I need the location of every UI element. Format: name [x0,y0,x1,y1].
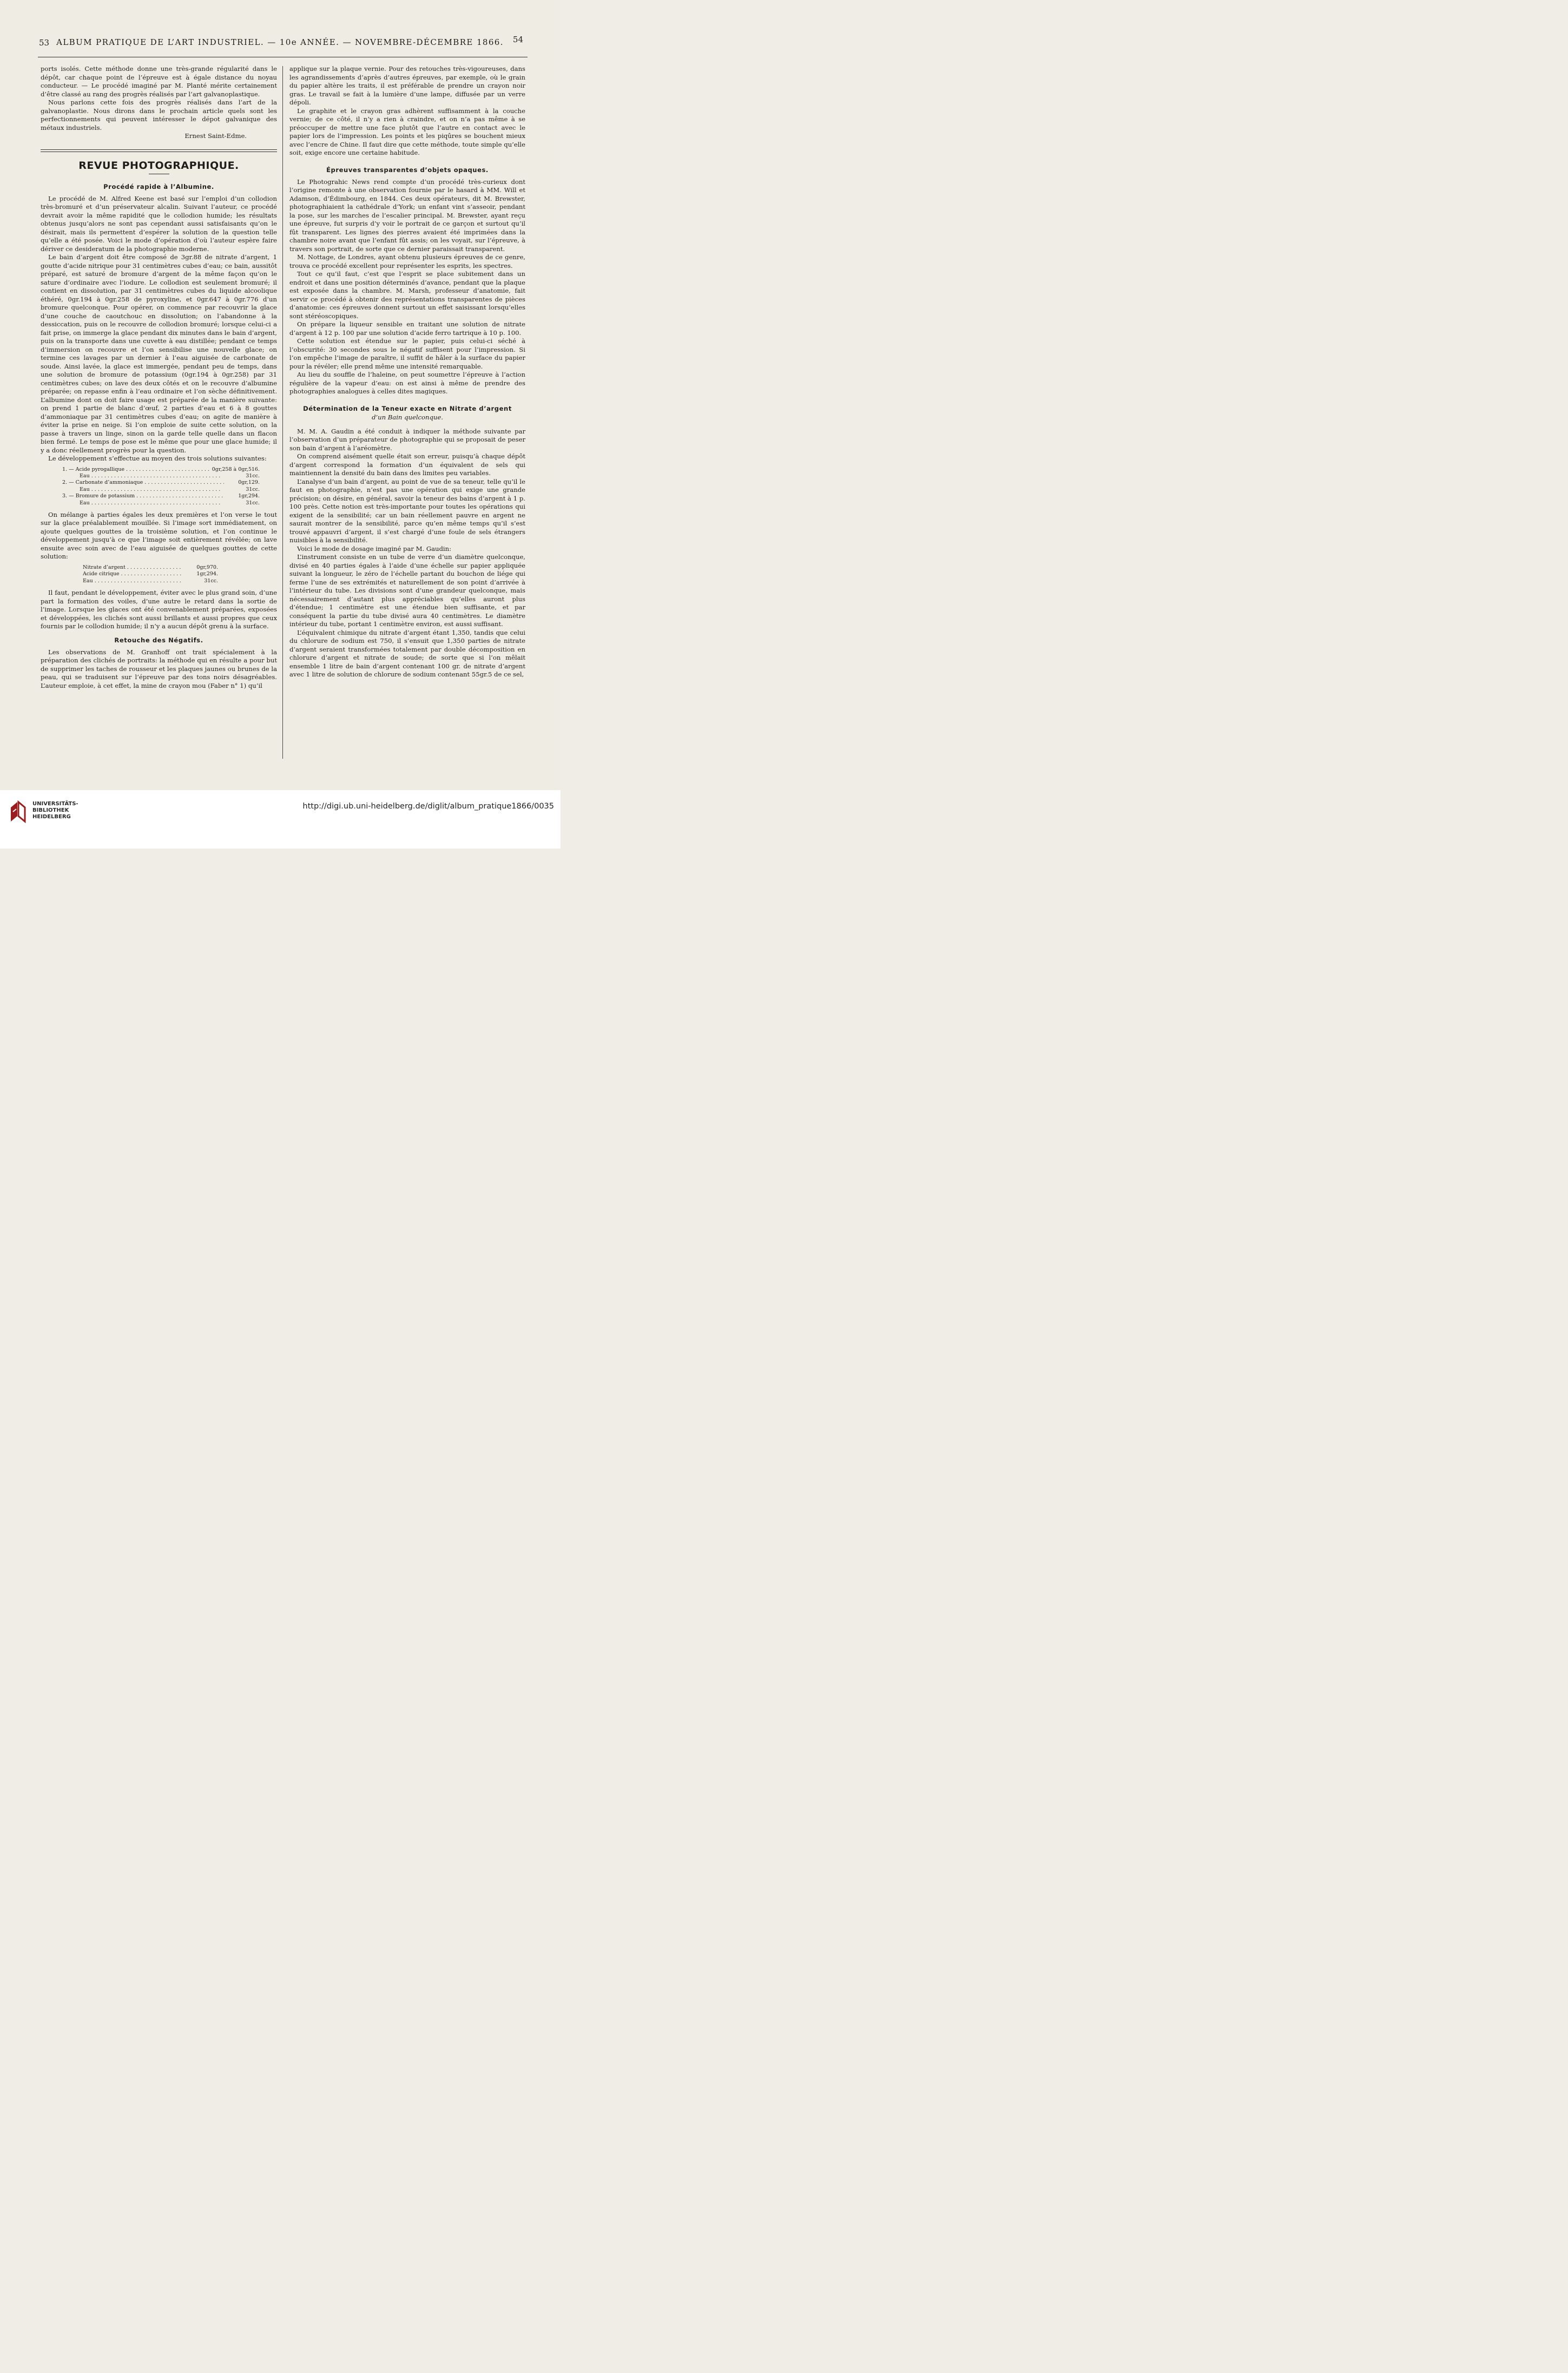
paragraph: L’équivalent chimique du nitrate d’argent étant 1,350, tandis que celui du chlorure de sodium est 750, il s’ensuit que 1,350 parties de nitrate d’argent seraient transformées totalement par double décomposition en chlorure d’argent et nitrate de soude; de sorte que si l’on mêlait ensemble 1 litre de bain d’argent contenant 100 gr. de nitrate d’argent avec 1 litre de solution de chlorure de sodium contenant 55gr.5 de ce sel, [289,628,525,678]
list-item: Eau . . . 31cc. [62,487,260,493]
library-footer [0,790,561,849]
list-item: 3. — Bromure de potassium . . . 1gr,294. [62,493,260,499]
paragraph: On comprend aisément quelle était son erreur, puisqu’à chaque dépôt d’argent correspond la formation d’un équivalent de sels qui maintiennent la densité du bain dans des limites peu variables. [289,452,525,477]
recipe-list [83,564,218,584]
author-signature: Ernest Saint-Edme. [185,132,247,140]
paragraph: Le procédé de M. Alfred Keene est basé sur l’emploi d’un collodion très-bromuré et d’un préservateur alcalin. Suivant l’auteur, ce procédé devrait avoir la même rapidité que le collodion humide; les résultats obtenus jusqu’alors ne sont pas cependant aussi satisfaisants qu’on le désirait, mais ils permettent d’espérer la solution de la question telle qu’elle a été posée. Voici le mode d’opération d’où l’auteur espère faire dériver ce desideratum de la photographie moderne. [41,194,277,253]
recipe-list [62,466,260,507]
list-item: Eau . . . 31cc. [83,578,218,584]
paragraph: Cette solution est étendue sur le papier, puis celui-ci séché à l’obscurité: 30 secondes sous le négatif suffisent pour l’impression. Si l’on empêche l’image de paraître, il suffit de hâler à la surface du papier pour la révéler; elle prend même une intensité remarquable. [289,337,525,370]
paragraph: Le bain d’argent doit être composé de 3gr.88 de nitrate d’argent, 1 goutte d’acide nitrique pour 31 centimètres cubes d’eau; ce bain, aussitôt préparé, est saturé de bromure d’argent de la même façon qu’on le sature d’ordinaire avec l’iodure. Le collodion est seulement bromuré; il contient en dissolution, par 31 centimètres cubes du liquide alcoolique éthéré, 0gr.194 à 0gr.258 de pyroxyline, et 0gr.647 à 0gr.776 d’un bromure quelconque. Pour opérer, on commence par recouvrir la glace d’une couche de caoutchouc en dissolution; on l’abandonne à la dessiccation, puis on le recouvre de collodion bromuré; lorsque celui-ci a fait prise, on immerge la glace pendant dix minutes dans le bain d’argent, puis on la transporte dans une cuvette à eau distillée; pendant ce temps d’immersion on recouvre et l’on sensibilise une nouvelle glace; on termine ces lavages par un dernier à l’eau aiguisée de carbonate de soude. Ainsi lavée, la glace est immergée, pendant peu de temps, dans une solution de bromure de potassium (0gr.194 à 0gr.258) par 31 centimètres cubes; on lave des deux côtés et on le recouvre d’albumine préparée; on repasse enfin à l’eau ordinaire et l’on sèche définitivement. L’albumine dont on doit faire usage est préparée de la manière suivante: on prend 1 partie de blanc d’œuf, 2 parties d’eau et 6 à 8 gouttes d’ammoniaque par 31 centimètres cubes d’eau; on agite de manière à éviter la prise en neige. Si l’on emploie de suite cette solution, on la passe à travers un linge, sinon on la garde telle quelle dans un flacon bien fermé. Le temps de pose est le même que pour une glace humide; il y a donc réellement progrès pour la question. [41,253,277,454]
paragraph: Le Photograhic News rend compte d’un procédé très-curieux dont l’origine remonte à une observation fournie par le hasard à MM. Will et Adamson, d’Édimbourg, en 1844. Ces deux opérateurs, dit M. Brewster, photographiaient la cathédrale d’York; un enfant vint s’asseoir, pendant la pose, sur les marches de l’escalier principal. M. Brewster, ayant reçu une épreuve, fut surpris d’y voir le portrait de ce garçon et surtout qu’il fût transparent. Les lignes des pierres avaient été imprimées dans la chambre noire avant que l’enfant fût assis; on les voyait, sur l’épreuve, à travers son portrait, de sorte que ce dernier paraissait transparent. [289,178,525,253]
list-item: Nitrate d’argent . . . 0gr,970. [83,564,218,571]
subsection-heading: Détermination de la Teneur exacte en Nitrate d’argent [303,404,512,412]
running-header [32,34,528,49]
subsection-heading: Retouche des Négatifs. [114,636,203,644]
page-number-left: 53 [39,38,50,48]
subsection-subtitle: d’un Bain quelconque. [372,413,443,421]
double-rule [41,149,277,152]
library-logo-icon [9,800,28,824]
paragraph: L’analyse d’un bain d’argent, au point de vue de sa teneur, telle qu’il le faut en photographie, n’est pas une opération qui exige une grande précision; on désire, en général, savoir la teneur des bains d’argent à 1 p. 100 près. Cette notion est très-importante pour toutes les opérations qui exigent de la sensibilité; car un bain réellement pauvre en argent ne saurait montrer de la sensibilité, parce qu’en même temps qu’il s’est trouvé appauvri d’argent, il s’est chargé d’une foule de sels étrangers nuisibles à la sensibilité. [289,477,525,544]
right-column [289,65,525,679]
list-item: Eau . . . 31cc. [62,500,260,507]
list-item: Acide citrique . . . 1gr,294. [83,571,218,577]
paragraph: applique sur la plaque vernie. Pour des retouches très-vigoureuses, dans les agrandissements d’après d’autres épreuves, par exemple, où le grain du papier altère les traits, il est préférable de prendre un crayon noir gras. Le travail se fait à la lumière d’une lampe, diffusée par un verre dépoli. [289,65,525,106]
source-link[interactable]: http://digi.ub.uni-heidelberg.de/diglit/album_pratique1866/0035 [302,802,554,811]
scanned-page [0,0,561,790]
paragraph: M. M. A. Gaudin a été conduit à indiquer la méthode suivante par l’observation d’un préparateur de photographie qui se proposait de peser son bain d’argent à l’aréomètre. [289,427,525,452]
paragraph: Tout ce qu’il faut, c’est que l’esprit se place subitement dans un endroit et dans une position déterminés d’avance, pendant que la plaque est exposée dans la chambre. M. Marsh, professeur d’anatomie, fait servir ce procédé à obtenir des représentations transparentes de pièces d’anatomie: ces épreuves donnent surtout un effet saisissant lorsqu’elles sont stéréoscopiques. [289,270,525,320]
paragraph: M. Nottage, de Londres, ayant obtenu plusieurs épreuves de ce genre, trouva ce procédé excellent pour représenter les esprits, les spectres. [289,253,525,269]
section-title: REVUE PHOTOGRAPHIQUE. [78,159,239,172]
page-number-right: 54 [512,35,523,44]
paragraph: Au lieu du souffle de l’haleine, on peut soumettre l’épreuve à l’action régulière de la vapeur d’eau: on est ainsi à même de prendre des photographies analogues à celles dites magiques. [289,371,525,395]
journal-title: ALBUM PRATIQUE DE L’ART INDUSTRIEL. — 10e ANNÉE. — NOVEMBRE-DÉCEMBRE 1866. [56,37,504,47]
paragraph: Les observations de M. Granhoff ont trait spécialement à la préparation des clichés de portraits: la méthode qui en résulte a pour but de supprimer les taches de rousseur et les plaques jaunes ou brunes de la peau, qui se traduisent sur l’épreuve par des tons noirs désagréables. L’auteur emploie, à cet effet, la mine de crayon mou (Faber n° 1) qu’il [41,648,277,689]
paragraph: Voici le mode de dosage imaginé par M. Gaudin: [297,544,451,553]
paragraph: Le développement s’effectue au moyen des trois solutions suivantes: [48,455,267,462]
institution-name: UNIVERSITÄTS- BIBLIOTHEK HEIDELBERG [32,801,78,820]
list-item: 1. — Acide pyrogallique . . . 0gr,258 à 0gr,516. [62,466,260,473]
paragraph: Il faut, pendant le développement, éviter avec le plus grand soin, d’une part la formation des voiles, d’une autre le retard dans la sortie de l’image. Lorsque les glaces ont été convenablement préparées, exposées et développées, les clichés sont aussi brillants et aussi propres que ceux fournis par le collodion humide; il n’y a aucun dépôt grenu à la surface. [41,589,277,630]
left-column [41,65,277,690]
paragraph: Nous parlons cette fois des progrès réalisés dans l’art de la galvanoplastie. Nous dirons dans le prochain article quels sont les perfectionnements qui peuvent intéresser le dépot galvanique des métaux industriels. [41,98,277,132]
list-item: Eau . . . 31cc. [62,473,260,479]
column-divider [282,66,283,759]
subsection-heading: Épreuves transparentes d’objets opaques. [326,166,489,174]
subsection-heading: Procédé rapide à l’Albumine. [103,182,214,190]
paragraph: On mélange à parties égales les deux premières et l’on verse le tout sur la glace préalablement mouillée. Si l’image sort immédiatement, on ajoute quelques gouttes de la troisième solution, et l’on continue le développement jusqu’à ce que l’image soit entièrement révélée; on lave ensuite avec soin avec de l’eau aiguisée de quelques gouttes de cette solution: [41,510,277,561]
paragraph: L’instrument consiste en un tube de verre d’un diamètre quelconque, divisé en 40 parties égales à l’aide d’une échelle sur papier appliquée suivant la longueur, le zéro de l’échelle partant du bouchon de liége qui ferme l’une de ses extrémités et naturellement de son point d’arrivée à l’intérieur du tube. Les divisions sont d’une grandeur quelconque, mais nécessairement d’autant plus appréciables qu’elles auront plus d’étendue; 1 centimètre est une étendue bien suffisante, et par conséquent la partie du tube divisé aura 40 centimètres. Le diamètre intérieur du tube, portant 1 centimètre environ, est aussi suffisant. [289,553,525,628]
paragraph: ports isolés. Cette méthode donne une très-grande régularité dans le dépôt, car chaque point de l’épreuve est à égale distance du noyau conducteur. — Le procédé imaginé par M. Planté mérite certainement d’être classé au rang des progrès réalisés par l’art galvanoplastique. [41,65,277,98]
list-item: 2. — Carbonate d’ammoniaque . . . 0gr,129. [62,479,260,486]
paragraph: Le graphite et le crayon gras adhèrent suffisamment à la couche vernie; de ce côté, il n’y a rien à craindre, et on n’a pas même à se préoccuper de mettre une face plutôt que l’autre en contact avec le papier lors de l’impression. Les points et les piqûres se bouchent mieux avec l’encre de Chine. Il faut dire que cette méthode, toute simple qu’elle soit, exige encore une certaine habitude. [289,107,525,156]
paragraph: On prépare la liqueur sensible en traitant une solution de nitrate d’argent à 12 p. 100 par une solution d’acide ferro tartrique à 10 p. 100. [289,320,525,337]
